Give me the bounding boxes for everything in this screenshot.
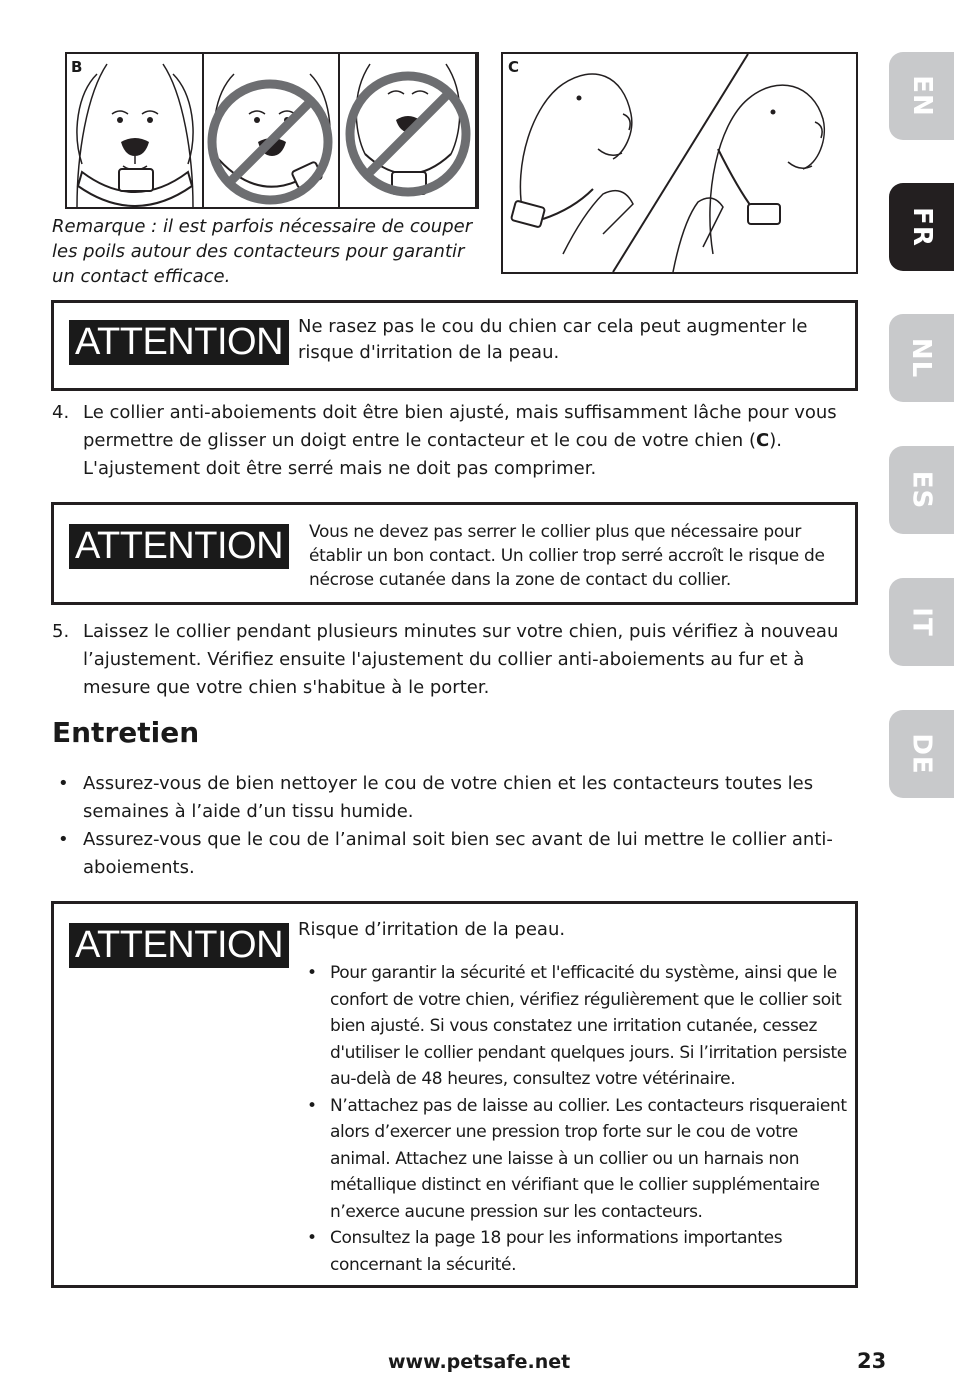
- figure-b-panel-correct: [67, 54, 204, 207]
- dog-collar-too-tight-illustration: [340, 54, 476, 207]
- attention-text-tightness: Vous ne devez pas serrer le collier plus que nécessaire pour établir un bon contact. Un collier trop serré accroît le risque de nécrose cutanée dans la zone de contact du collier.: [309, 522, 825, 590]
- attention-box-tightness: [51, 502, 858, 605]
- attention-bullet-list: [304, 960, 854, 1278]
- step-4-number: 4.: [52, 402, 70, 423]
- figure-c-reference: C: [755, 430, 770, 451]
- footer-website-link[interactable]: www.petsafe.net: [388, 1351, 571, 1373]
- dog-collar-fit-check-illustration: [503, 54, 856, 272]
- tab-de[interactable]: [889, 710, 954, 798]
- figure-b: [65, 52, 479, 209]
- page-number: 23: [857, 1349, 887, 1373]
- attention-text-shaving: Ne rasez pas le cou du chien car cela peut augmenter le risque d'irritation de la peau.: [298, 316, 808, 363]
- tab-es[interactable]: [889, 446, 954, 534]
- tab-de-label: DE: [906, 733, 937, 775]
- step-4: [52, 399, 858, 483]
- figure-b-panel-too-tight: [340, 54, 477, 207]
- figure-b-label: B: [71, 58, 83, 76]
- attention-badge: ATTENTION: [69, 923, 289, 968]
- step-5: [52, 618, 858, 702]
- figure-c: [501, 52, 858, 274]
- step-5-number: 5.: [52, 621, 70, 642]
- maintenance-item: • Assurez-vous de bien nettoyer le cou de votre chien et les contacteurs toutes les semaines à l’aide d’un tissu humide.: [52, 770, 858, 826]
- attention-bullet-item: • Pour garantir la sécurité et l'efficacité du système, ainsi que le confort de votre chien, vérifiez régulièrement que le collier soit bien ajusté. Si vous constatez une irritation cutanée, cessez d'utiliser le collier pendant quelques jours. Si l’irritation persiste au-delà de 48 heures, consultez votre vétérinaire.: [304, 960, 854, 1093]
- section-title-entretien: Entretien: [52, 716, 200, 749]
- tab-en[interactable]: [889, 52, 954, 140]
- figure-c-label: C: [508, 58, 520, 76]
- tab-en-label: EN: [906, 75, 937, 117]
- maintenance-list: [52, 770, 858, 882]
- tab-it[interactable]: [889, 578, 954, 666]
- tab-nl-label: NL: [906, 337, 937, 379]
- tab-fr-label: FR: [906, 207, 937, 247]
- tab-es-label: ES: [906, 470, 937, 510]
- tab-nl[interactable]: [889, 314, 954, 402]
- attention-bullet-item: • N’attachez pas de laisse au collier. Les contacteurs risqueraient alors d’exercer une pression trop forte sur le cou de votre animal. Attachez une laisse à un collier ou un harnais non métallique distinct en vérifiant que le collier supplémentaire n’exerce aucune pression sur les contacteurs.: [304, 1093, 854, 1226]
- attention-box-skin-irritation: [51, 901, 858, 1288]
- maintenance-item: • Assurez-vous que le cou de l’animal soit bien sec avant de lui mettre le collier anti-aboiements.: [52, 826, 858, 882]
- attention-bullet-item: • Consultez la page 18 pour les informations importantes concernant la sécurité.: [304, 1225, 854, 1278]
- step-4-text-part-1: Le collier anti-aboiements doit être bien ajusté, mais suffisamment lâche pour vous permettre de glisser un doigt entre le contacteur et le cou de votre chien (: [83, 402, 837, 451]
- attention-badge: ATTENTION: [69, 524, 289, 569]
- dog-collar-correct-illustration: [67, 54, 203, 207]
- step-4-text: [83, 399, 858, 483]
- figure-b-panel-too-loose: [204, 54, 341, 207]
- attention-lead-text: Risque d’irritation de la peau.: [298, 919, 566, 940]
- step-4-text-part-2: ). L'ajustement doit être serré mais ne doit pas comprimer.: [83, 430, 782, 479]
- attention-badge: ATTENTION: [69, 320, 289, 365]
- tab-fr[interactable]: [889, 183, 954, 271]
- attention-box-shaving: [51, 300, 858, 391]
- step-5-text: Laissez le collier pendant plusieurs minutes sur votre chien, puis vérifiez à nouveau l’ajustement. Vérifiez ensuite l'ajustement du collier anti-aboiements au fur et à mesure que votre chien s'habitue à le porter.: [83, 621, 839, 698]
- dog-collar-too-loose-illustration: [204, 54, 340, 207]
- hair-trimming-note: Remarque : il est parfois nécessaire de couper les poils autour des contacteurs pour garantir un contact efficace.: [52, 216, 473, 287]
- tab-it-label: IT: [906, 607, 937, 637]
